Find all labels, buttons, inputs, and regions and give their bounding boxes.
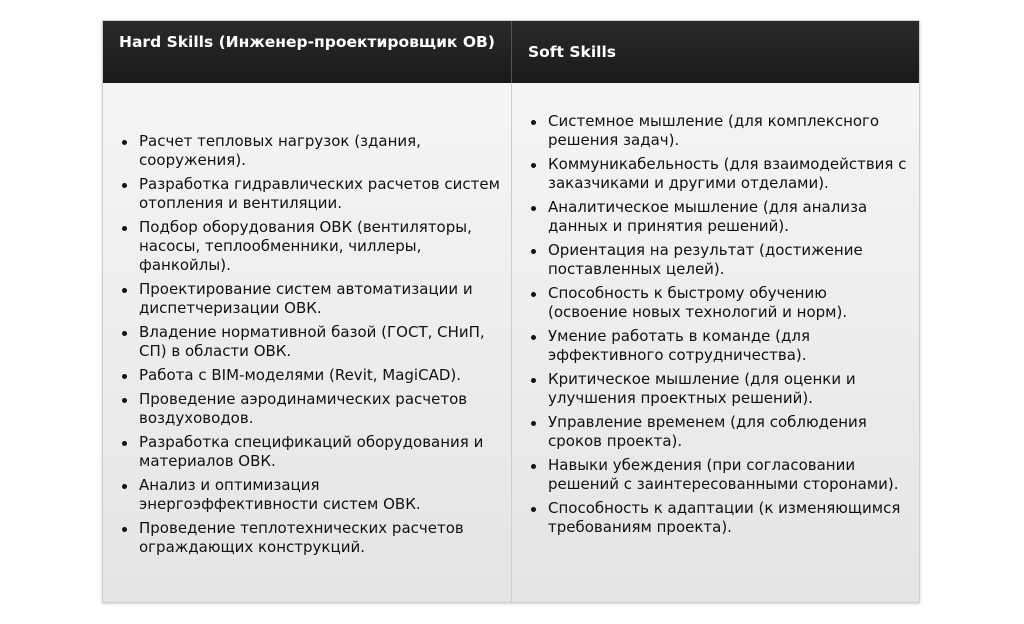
soft-skills-header: Soft Skills — [528, 43, 616, 61]
list-item: Проектирование систем автоматизации и диспетчеризации ОВК. — [139, 280, 501, 318]
soft-skills-cell — [512, 83, 919, 602]
list-item: Способность к быстрому обучению (освоение новых технологий и норм). — [548, 284, 909, 322]
list-item: Проведение аэродинамических расчетов воздуховодов. — [139, 390, 501, 428]
list-item: Способность к адаптации (к изменяющимся требованиям проекта). — [548, 499, 909, 537]
hard-skills-header: Hard Skills (Инженер-проектировщик ОВ) — [103, 21, 512, 83]
list-item: Коммуникабельность (для взаимодействия с заказчиками и другими отделами). — [548, 155, 909, 193]
soft-skills-list — [528, 112, 909, 537]
list-item: Расчет тепловых нагрузок (здания, сооружения). — [139, 132, 501, 170]
list-item: Разработка спецификаций оборудования и материалов ОВК. — [139, 433, 501, 471]
hard-skills-cell — [103, 83, 512, 602]
list-item: Системное мышление (для комплексного решения задач). — [548, 112, 909, 150]
table-header-row — [103, 21, 919, 83]
list-item: Умение работать в команде (для эффективного сотрудничества). — [548, 327, 909, 365]
list-item: Подбор оборудования ОВК (вентиляторы, насосы, теплообменники, чиллеры, фанкойлы). — [139, 218, 501, 275]
list-item: Управление временем (для соблюдения сроков проекта). — [548, 413, 909, 451]
table-body-row — [103, 83, 919, 602]
list-item: Проведение теплотехнических расчетов ограждающих конструкций. — [139, 519, 501, 557]
list-item: Аналитическое мышление (для анализа данных и принятия решений). — [548, 198, 909, 236]
list-item: Работа с BIM-моделями (Revit, MagiCAD). — [139, 366, 501, 385]
list-item: Владение нормативной базой (ГОСТ, СНиП, СП) в области ОВК. — [139, 323, 501, 361]
list-item: Ориентация на результат (достижение поставленных целей). — [548, 241, 909, 279]
list-item: Анализ и оптимизация энергоэффективности систем ОВК. — [139, 476, 501, 514]
skills-table — [102, 20, 920, 603]
list-item: Разработка гидравлических расчетов систем отопления и вентиляции. — [139, 175, 500, 212]
list-item: Навыки убеждения (при согласовании решений с заинтересованными сторонами). — [548, 456, 909, 494]
hard-skills-list — [119, 132, 501, 557]
list-item: Критическое мышление (для оценки и улучшения проектных решений). — [548, 370, 909, 408]
